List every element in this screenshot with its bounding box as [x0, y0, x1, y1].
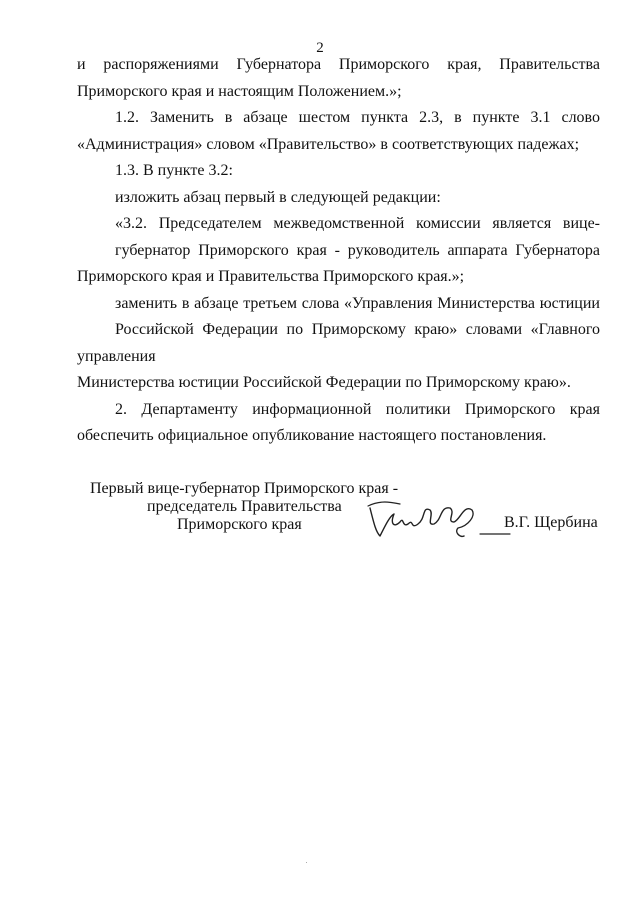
signatory-title-line: Первый вице-губернатор Приморского края -	[90, 480, 399, 497]
document-body	[77, 52, 600, 450]
paragraph-line: 1.2. Заменить в абзаце шестом пункта 2.3, в пункте 3.1 слово	[115, 109, 600, 126]
page-number: 2	[316, 40, 324, 56]
paragraph-2	[77, 397, 600, 450]
paragraph-line: губернатор Приморского края - руководитель аппарата Губернатора	[115, 241, 600, 259]
handwritten-signature	[360, 494, 520, 546]
paragraph-line: «3.2. Председателем межведомственной комиссии является вице-	[115, 215, 600, 232]
signature-block	[0, 480, 640, 550]
paragraph-1-2	[77, 105, 600, 158]
signatory-title-line: председатель Правительства	[147, 498, 342, 515]
paragraph-line: Приморского края и Правительства Приморского края.»;	[77, 268, 465, 285]
paragraph-quote-3-2	[77, 211, 600, 291]
paragraph-line: Российской Федерации по Приморскому краю» словами «Главного управления	[77, 321, 600, 365]
paragraph-line: и распоряжениями Губернатора Приморского края, Правительства	[77, 56, 600, 73]
scan-speck	[306, 862, 307, 863]
paragraph-line: Министерства юстиции Российской Федерации по Приморскому краю».	[77, 374, 571, 391]
paragraph-continuation	[77, 52, 600, 105]
signatory-name: В.Г. Щербина	[504, 514, 598, 531]
paragraph-line: Приморского края и настоящим Положением.»;	[77, 82, 402, 100]
paragraph-1-3: 1.3. В пункте 3.2:	[115, 162, 233, 179]
signatory-title-line: Приморского края	[177, 516, 302, 533]
paragraph-line: заменить в абзаце третьем слова «Управления Министерства юстиции	[115, 294, 600, 312]
paragraph-line: «Администрация» словом «Правительство» в соответствующих падежах;	[77, 135, 580, 153]
paragraph-1-3-intro: изложить абзац первый в следующей редакции:	[115, 188, 441, 206]
paragraph-line: обеспечить официальное опубликование настоящего постановления.	[77, 427, 547, 444]
paragraph-line: 2. Департаменту информационной политики Приморского края	[115, 400, 600, 418]
paragraph-replace-words	[77, 291, 600, 397]
